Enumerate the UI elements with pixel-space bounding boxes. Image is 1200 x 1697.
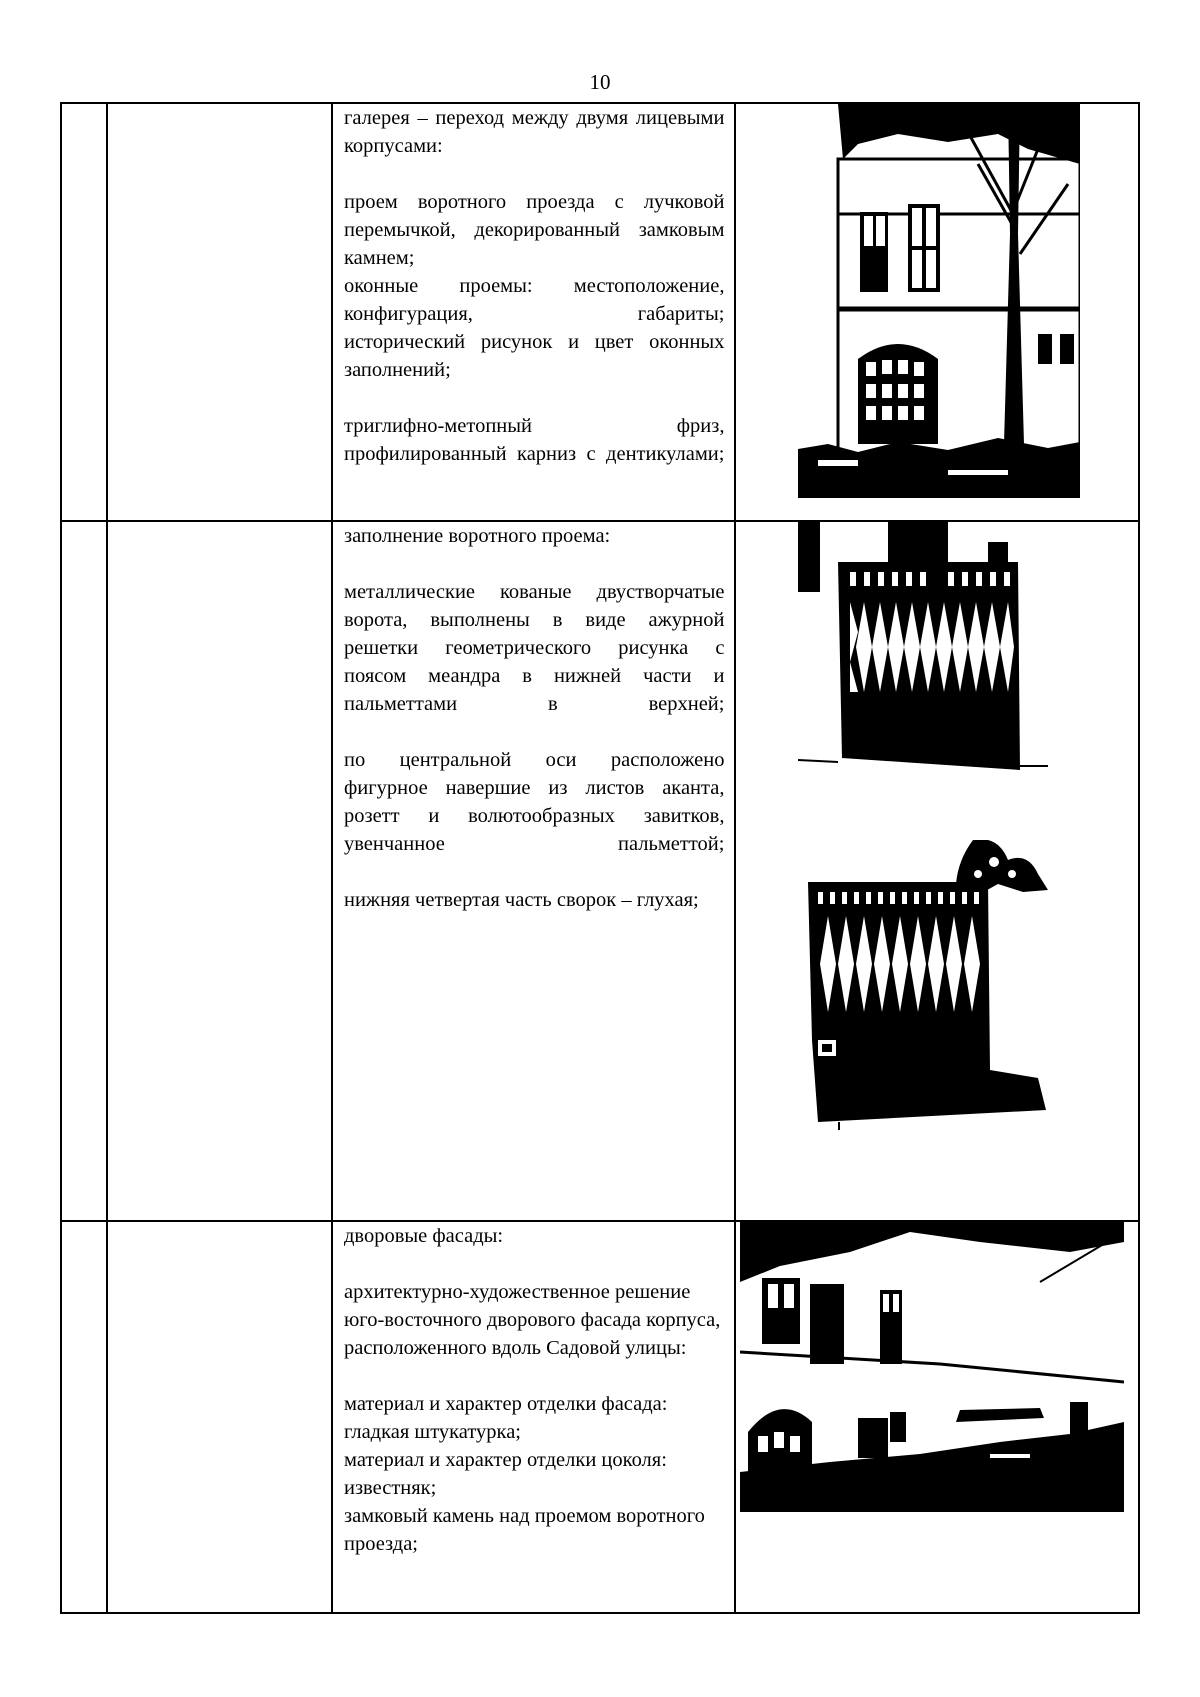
table-row	[61, 521, 1139, 1221]
table-row	[61, 103, 1139, 521]
paragraph: проем воротного проезда с лучковой перемычкой, декорированный замковым камнем;	[343, 191, 725, 269]
gallery-facade-photo	[798, 104, 1080, 498]
paragraph: металлические кованые двустворчатые ворота, выполнены в виде ажурной решетки геометрического рисунка с поясом меандра в нижней части и пальметтами в верхней;	[343, 581, 725, 715]
courtyard-facade-photo	[740, 1222, 1124, 1512]
gate-photo-1	[798, 522, 1048, 782]
number-cell	[61, 103, 107, 521]
subject-cell	[332, 103, 735, 521]
document-table	[60, 102, 1140, 1614]
table-row	[61, 1221, 1139, 1613]
paragraph: материал и характер отделки фасада: гладкая штукатурка;	[343, 1393, 668, 1443]
paragraph: галерея – переход между двумя лицевыми корпусами:	[343, 107, 725, 157]
paragraph: триглифно-метопный фриз, профилированный карниз с дентикулами;	[343, 415, 725, 465]
paragraph: по центральной оси расположено фигурное навершие из листов аканта, розетт и волютообразных завитков, увенчанное пальметтой;	[343, 749, 725, 855]
number-cell	[61, 521, 107, 1221]
paragraph: материал и характер отделки цоколя: известняк;	[343, 1449, 667, 1499]
number-cell	[61, 1221, 107, 1613]
name-cell	[107, 103, 332, 521]
page-number: 10	[589, 70, 611, 94]
gate-photo-2	[798, 840, 1058, 1130]
photo-cell	[735, 103, 1139, 521]
name-cell	[107, 1221, 332, 1613]
name-cell	[107, 521, 332, 1221]
subject-cell	[332, 521, 735, 1221]
paragraph: оконные проемы: местоположение, конфигурация, габариты;	[343, 275, 725, 325]
photo-cell	[735, 521, 1139, 1221]
paragraph: заполнение воротного проема:	[343, 525, 611, 547]
paragraph: архитектурно-художественное решение юго-восточного дворового фасада корпуса, расположенного вдоль Садовой улицы:	[343, 1281, 721, 1359]
photo-cell	[735, 1221, 1139, 1613]
paragraph: нижняя четвертая часть сворок – глухая;	[343, 889, 699, 911]
paragraph: замковый камень над проемом воротного проезда;	[343, 1505, 705, 1555]
paragraph: дворовые фасады:	[343, 1225, 504, 1247]
subject-cell	[332, 1221, 735, 1613]
paragraph: исторический рисунок и цвет оконных заполнений;	[343, 331, 725, 381]
